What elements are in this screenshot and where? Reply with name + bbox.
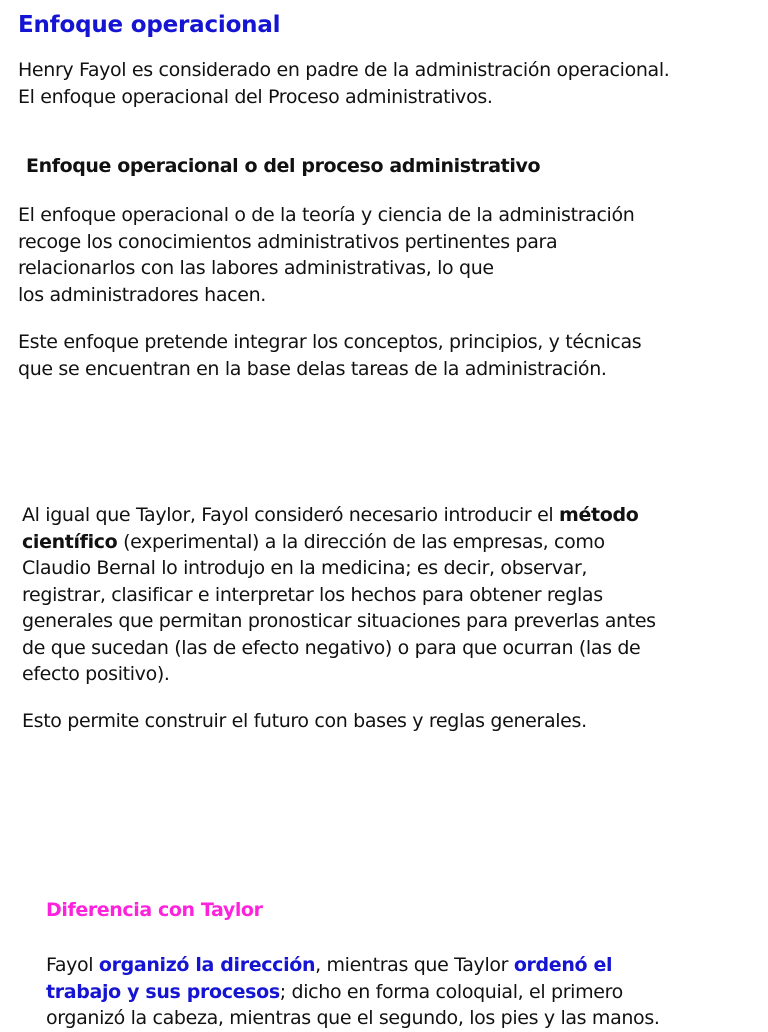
- paragraph-line: de que sucedan (las de efecto negativo) o para que ocurran (las de: [22, 636, 641, 659]
- paragraph-line: [22, 502, 752, 529]
- paragraph-line: Claudio Bernal lo introdujo en la medicina; es decir, observar,: [22, 557, 588, 579]
- bold-term: científico: [22, 530, 118, 553]
- intro-paragraph: [18, 57, 763, 110]
- text-run: Al igual que Taylor, Fayol consideró necesario introducir el: [22, 504, 560, 526]
- bold-term: método: [559, 504, 639, 526]
- paragraph-line: que se encuentran en la base delas tareas de la administración.: [18, 357, 607, 380]
- highlight-term: ordenó el: [513, 954, 613, 976]
- paragraph-line: registrar, clasificar e interpretar los hechos para obtener reglas: [22, 583, 603, 606]
- difference-paragraph: [46, 952, 746, 1032]
- text-run: ; dicho en forma coloquial, el primero: [279, 980, 623, 1003]
- section-heading: Enfoque operacional o del proceso administrativo: [26, 155, 541, 177]
- text-run: (experimental) a la dirección de las empresas, como: [117, 530, 605, 553]
- scientific-method-paragraph: [22, 502, 752, 688]
- highlight-term: trabajo y sus procesos: [46, 980, 280, 1003]
- paragraph-line: [22, 529, 752, 556]
- highlight-term: organizó la dirección: [98, 954, 316, 976]
- intro-line: Henry Fayol es considerado en padre de la administración operacional.: [18, 59, 670, 81]
- paragraph-line: efecto positivo).: [22, 663, 170, 685]
- paragraph-line: El enfoque operacional o de la teoría y ciencia de la administración: [18, 204, 635, 226]
- operational-approach-paragraph: [18, 202, 738, 308]
- page-title: Enfoque operacional: [18, 12, 281, 38]
- text-run: , mientras que Taylor: [315, 954, 514, 976]
- paragraph-line: generales que permitan pronosticar situaciones para preverlas antes: [22, 610, 656, 632]
- paragraph-line: Esto permite construir el futuro con bases y reglas generales.: [22, 710, 587, 732]
- paragraph-line: [46, 952, 746, 979]
- paragraph-line: Este enfoque pretende integrar los conceptos, principios, y técnicas: [18, 331, 642, 353]
- future-paragraph: [22, 708, 742, 735]
- paragraph-line: recoge los conocimientos administrativos pertinentes para: [18, 230, 558, 253]
- paragraph-line: [46, 979, 746, 1006]
- paragraph-line: relacionarlos con las labores administrativas, lo que: [18, 257, 494, 279]
- text-run: Fayol: [46, 954, 99, 976]
- intro-line: El enfoque operacional del Proceso administrativos.: [18, 85, 493, 108]
- difference-heading: Diferencia con Taylor: [46, 899, 263, 921]
- paragraph-line: los administradores hacen.: [18, 283, 266, 306]
- integration-paragraph: [18, 329, 748, 382]
- paragraph-line: organizó la cabeza, mientras que el segundo, los pies y las manos.: [46, 1007, 660, 1029]
